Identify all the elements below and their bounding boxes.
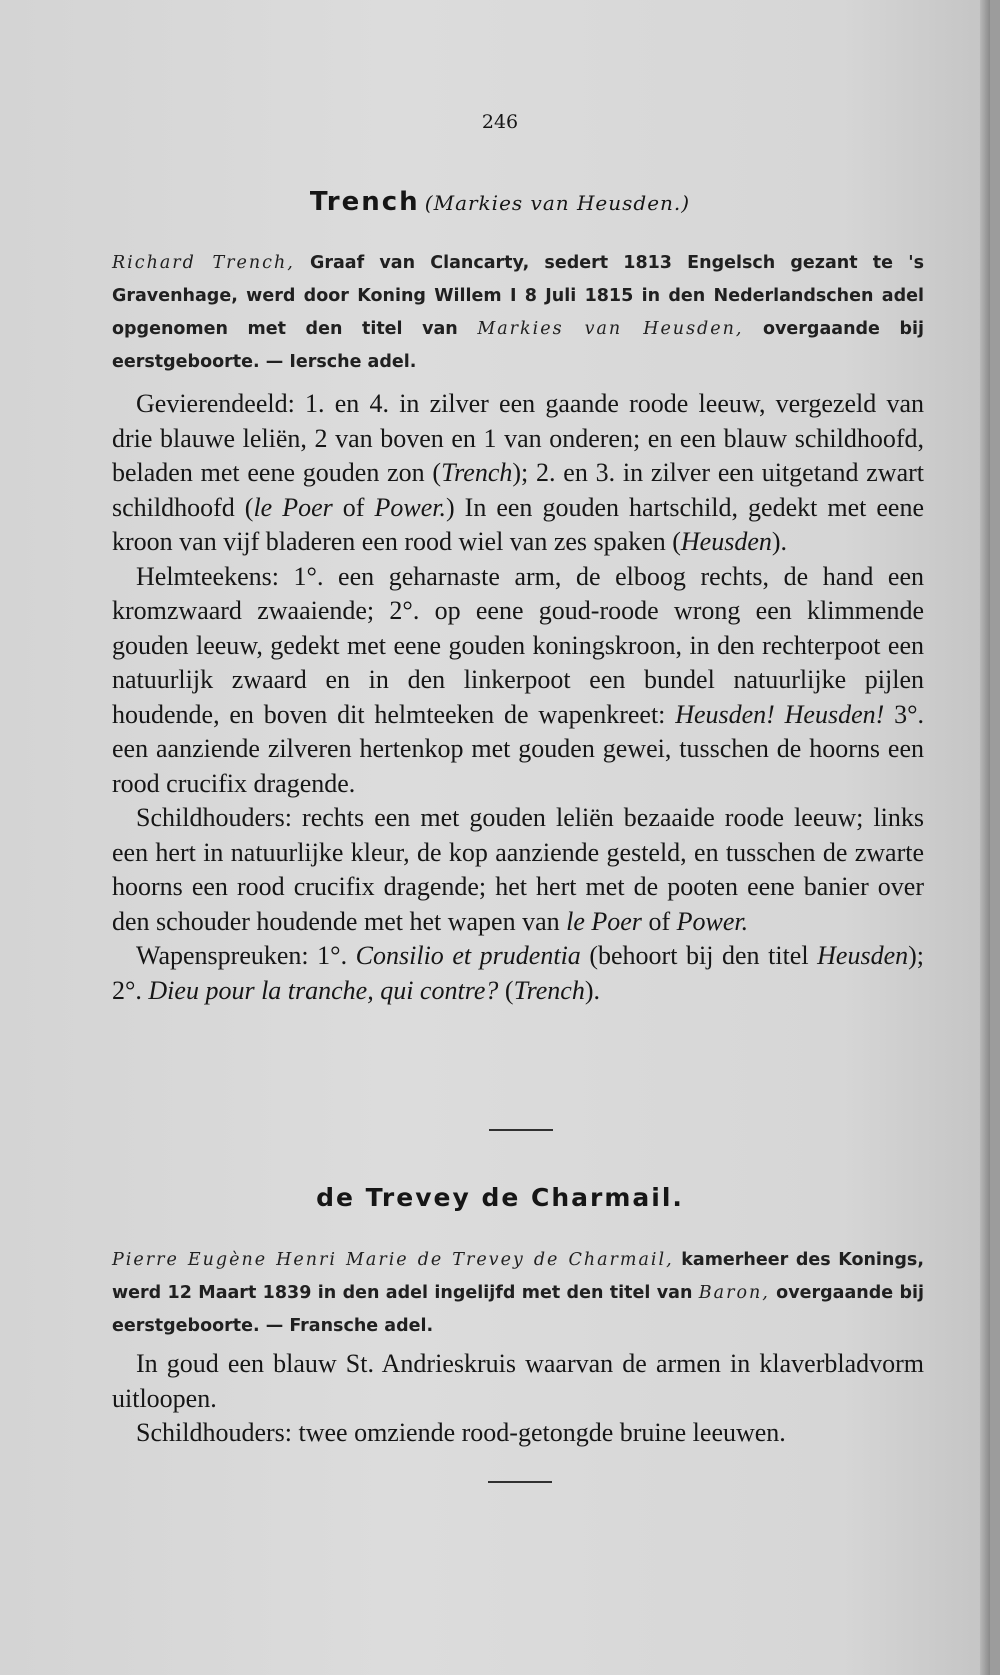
mottos-text: (behoort bij den titel [580, 941, 818, 970]
entry-title-trench [0, 187, 1000, 217]
mottos-italic: Trench [513, 975, 585, 1005]
intro-text: kamerheer des Konings, werd 12 Maart 1839 in den adel ingelijfd met den titel van [112, 1250, 924, 1303]
blazon-text: Gevierendeeld: 1. en 4. in zilver een gaande roode leeuw, vergezeld van drie blauwe leliën, 2 van boven en 1 van onderen; en een blauw schildhoofd, beladen met eene gouden zon ( [112, 389, 924, 487]
supporters-paragraph [112, 801, 924, 939]
motto: Consilio et prudentia [355, 941, 581, 970]
mottos-paragraph [112, 939, 924, 1008]
entry-title-trevey: de Trevey de Charmail. [316, 1183, 684, 1212]
supporters-text: of [641, 906, 677, 936]
crests-text: Helmteekens: 1°. een geharnaste arm, de elboog rechts, de hand een kromzwaard zwaaiende; 2°. op eene goud-roode wrong een klimmende gouden leeuw, gedekt met eene gouden koningskroon, in den rechterpoot een natuurlijk zwaard en in den linkerpoot een bundel natuurlijke pijlen houdende, en boven dit helmteeken de wapenkreet: [112, 561, 924, 729]
section-separator [489, 1129, 553, 1131]
supporters-italic: le Poer [566, 906, 642, 936]
entry-title-name: Trench [309, 187, 420, 217]
blazon-italic: Heusden [680, 527, 772, 556]
entry-title-subtitle: (Markies van Heusden.) [424, 191, 691, 215]
war-cry: Heusden! Heusden! [675, 699, 885, 729]
noble-title: Baron, [698, 1283, 770, 1303]
crests-text: 3°. een aanziende zilveren hertenkop met gouden gewei, tusschen de hoorns een rood crucifix dragende. [112, 699, 924, 798]
blazon-text: ); 2. en 3. in zilver een uitgetand zwart schildhoofd ( [112, 458, 924, 522]
mottos-italic: Heusden [817, 941, 909, 970]
intro-text: overgaande bij eerstgeboorte. — Iersche adel. [112, 319, 924, 372]
mottos-text: ); 2°. [112, 941, 925, 1005]
blazon-text: of [332, 492, 375, 522]
mottos-text: ( [498, 975, 514, 1005]
entry-intro-trench [112, 247, 924, 379]
page-edge-shadow [980, 0, 990, 1675]
entry-intro-trevey [112, 1244, 924, 1343]
blazon-text: ) In een gouden hartschild, gedekt met eene kroon van vijf bladeren een rood wiel van zes spaken ( [112, 492, 924, 556]
supporters-paragraph: Schildhouders: twee omziende rood-getongde bruine leeuwen. [136, 1418, 786, 1447]
intro-text: overgaande bij eerstgeboorte. — Fransche adel. [112, 1283, 924, 1336]
page-number: 246 [481, 111, 519, 133]
crests-paragraph [112, 560, 924, 802]
person-name: Pierre Eugène Henri Marie de Trevey de Charmail, [112, 1250, 674, 1270]
blazon-italic: le Poer [253, 492, 333, 522]
blazon-trench [112, 387, 924, 1008]
person-name: Richard Trench, [112, 253, 295, 273]
supporters-text: Schildhouders: rechts een met gouden leliën bezaaide roode leeuw; links een hert in natuurlijke kleur, de kop aanziende gesteld, en tusschen de zwarte hoorns een rood crucifix dragende; het hert met de pooten eene banier over den schouder houdende met het wapen van [112, 803, 924, 936]
blazon-text: ). [771, 527, 788, 556]
blazon-paragraph: In goud een blauw St. Andrieskruis waarvan de armen in klaverbladvorm uitloopen. [112, 1349, 924, 1413]
intro-text: Graaf van Clancarty, sedert 1813 Engelsch gezant te 's Gravenhage, werd door Koning Willem I 8 Juli 1815 in den Nederlandschen adel opgenomen met den titel van [112, 253, 924, 339]
supporters-italic: Power. [676, 906, 749, 936]
blazon-paragraph [112, 387, 924, 560]
mottos-text: Wapenspreuken: 1°. [136, 941, 356, 970]
noble-title: Markies van Heusden, [477, 319, 744, 339]
mottos-text: ). [584, 975, 600, 1005]
motto: Dieu pour la tranche, qui contre? [148, 975, 499, 1005]
section-separator [488, 1481, 552, 1483]
blazon-trevey [112, 1347, 924, 1451]
blazon-italic: Power. [374, 492, 446, 522]
blazon-italic: Trench [441, 458, 513, 487]
